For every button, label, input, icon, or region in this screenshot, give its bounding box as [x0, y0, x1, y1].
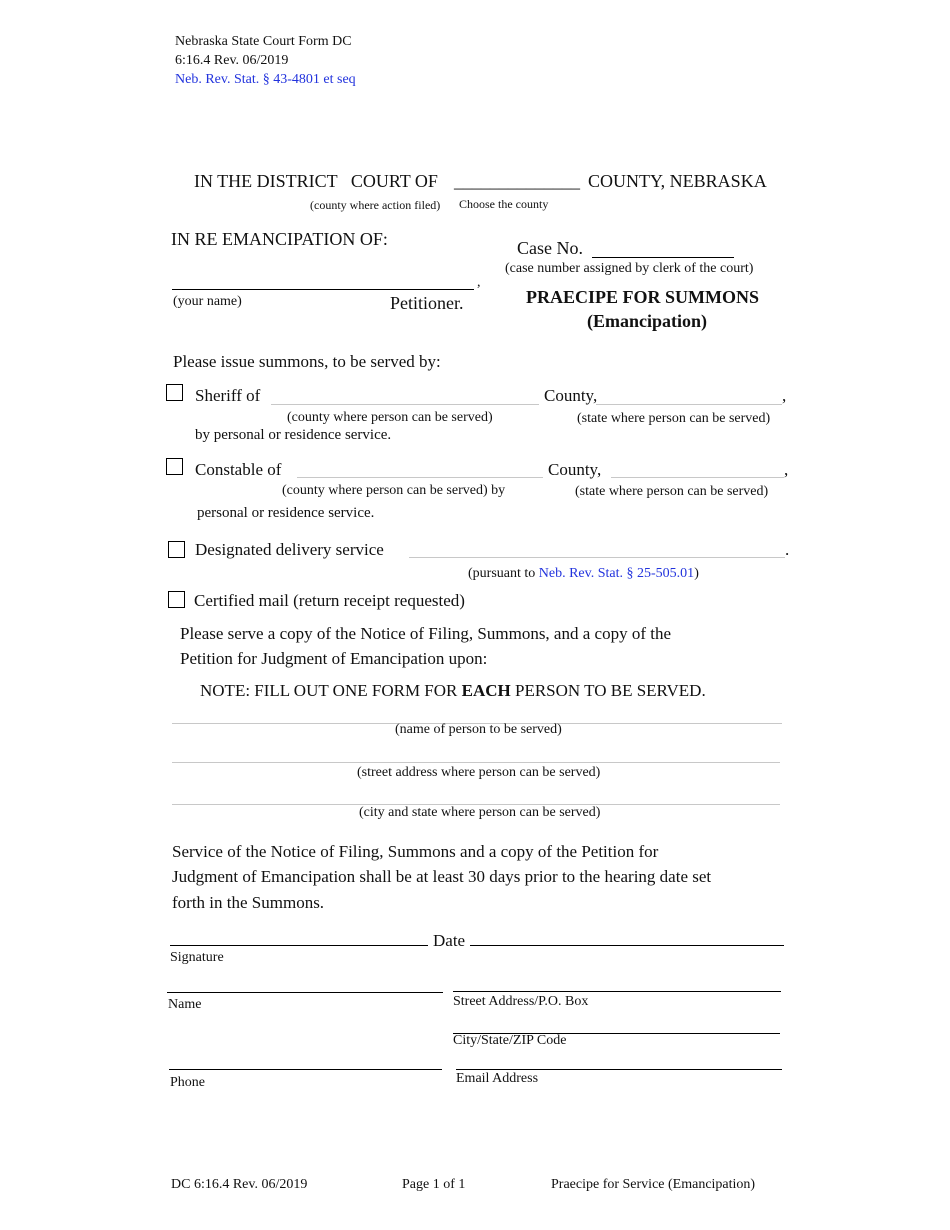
notice-line2: Judgment of Emancipation shall be at least 30 days prior to the hearing date set — [172, 867, 712, 886]
serve-copy-line1: Please serve a copy of the Notice of Filing, Summons, and a copy of the — [180, 624, 671, 643]
signature-field[interactable] — [170, 945, 428, 946]
signature-label: Signature — [170, 950, 224, 965]
pursuant-suffix: ) — [694, 566, 699, 581]
sheriff-label: Sheriff of — [195, 386, 261, 405]
your-name-field[interactable] — [172, 289, 474, 290]
street-label: Street Address/P.O. Box — [453, 994, 589, 1009]
date-field[interactable] — [470, 945, 784, 946]
notice-line3: forth in the Summons. — [172, 893, 325, 912]
your-name-hint: (your name) — [173, 294, 242, 309]
note-prefix: NOTE: FILL OUT ONE FORM FOR — [200, 681, 462, 700]
footer-page-number: Page 1 of 1 — [402, 1177, 466, 1192]
serve-copy-line2: Petition for Judgment of Emancipation upon: — [180, 649, 488, 668]
pursuant-statute-link[interactable]: Neb. Rev. Stat. § 25-505.01 — [538, 566, 695, 581]
petitioner-label: Petitioner. — [390, 293, 464, 313]
email-field[interactable] — [456, 1069, 782, 1070]
served-name-hint: (name of person to be served) — [395, 722, 562, 737]
constable-label: Constable of — [195, 460, 282, 479]
constable-county-field[interactable] — [297, 477, 543, 478]
constable-county-word: County, — [548, 460, 602, 479]
phone-label: Phone — [170, 1075, 205, 1090]
note-each: EACH — [461, 681, 511, 700]
pursuant-note — [468, 566, 699, 582]
in-re-heading: IN RE EMANCIPATION OF: — [171, 229, 388, 249]
form-title: PRAECIPE FOR SUMMONS — [526, 287, 759, 307]
note-suffix: PERSON TO BE SERVED. — [510, 681, 706, 700]
form-name: Nebraska State Court Form DC — [175, 34, 352, 49]
phone-field[interactable] — [169, 1069, 442, 1070]
notice-line1: Service of the Notice of Filing, Summons and a copy of the Petition for — [172, 842, 659, 861]
sheriff-state-hint: (state where person can be served) — [577, 411, 771, 426]
sheriff-comma: , — [782, 386, 787, 405]
certified-mail-checkbox[interactable] — [168, 591, 185, 608]
sheriff-checkbox[interactable] — [166, 384, 183, 401]
pursuant-prefix: (pursuant to — [468, 566, 539, 581]
sheriff-county-hint: (county where person can be served) — [287, 410, 493, 425]
served-city-hint: (city and state where person can be served) — [359, 805, 601, 820]
sheriff-personal-service: by personal or residence service. — [195, 427, 392, 443]
form-subtitle: (Emancipation) — [587, 311, 708, 331]
constable-comma: , — [784, 460, 789, 479]
served-street-field[interactable] — [172, 762, 780, 763]
delivery-service-field[interactable] — [409, 557, 785, 558]
city-label: City/State/ZIP Code — [453, 1033, 567, 1048]
case-no-field[interactable] — [592, 257, 734, 258]
certified-mail-label: Certified mail (return receipt requested) — [194, 591, 465, 610]
court-prefix: IN THE DISTRICT COURT OF — [194, 171, 438, 191]
sheriff-county-field[interactable] — [271, 404, 539, 405]
constable-personal-service: personal or residence service. — [197, 505, 375, 521]
served-street-hint: (street address where person can be served) — [357, 765, 601, 780]
date-label: Date — [433, 931, 466, 950]
statute-link[interactable]: Neb. Rev. Stat. § 43-4801 et seq — [175, 72, 356, 87]
delivery-checkbox[interactable] — [168, 541, 185, 558]
choose-county-hint[interactable]: Choose the county — [459, 197, 549, 211]
sheriff-county-word: County, — [544, 386, 598, 405]
constable-state-field[interactable] — [611, 477, 784, 478]
service-intro: Please issue summons, to be served by: — [173, 352, 441, 371]
name-comma: , — [477, 275, 481, 290]
name-field[interactable] — [167, 992, 443, 993]
delivery-period: . — [785, 540, 790, 559]
county-dropdown[interactable]: ______________ — [454, 171, 580, 191]
one-form-note — [200, 681, 706, 701]
case-no-label: Case No. — [517, 238, 583, 258]
form-revision: 6:16.4 Rev. 06/2019 — [175, 53, 289, 68]
footer-form-id: DC 6:16.4 Rev. 06/2019 — [171, 1177, 308, 1192]
delivery-label: Designated delivery service — [195, 540, 384, 559]
constable-state-hint: (state where person can be served) — [575, 484, 769, 499]
constable-checkbox[interactable] — [166, 458, 183, 475]
court-suffix: COUNTY, NEBRASKA — [588, 171, 767, 191]
name-label: Name — [168, 997, 202, 1012]
constable-county-hint: (county where person can be served) by — [282, 483, 506, 498]
county-hint: (county where action filed) — [310, 198, 441, 212]
email-label: Email Address — [456, 1071, 539, 1086]
sheriff-state-field[interactable] — [596, 404, 782, 405]
street-field[interactable] — [453, 991, 781, 992]
footer-form-title: Praecipe for Service (Emancipation) — [551, 1177, 756, 1192]
case-no-hint: (case number assigned by clerk of the court) — [505, 261, 754, 276]
